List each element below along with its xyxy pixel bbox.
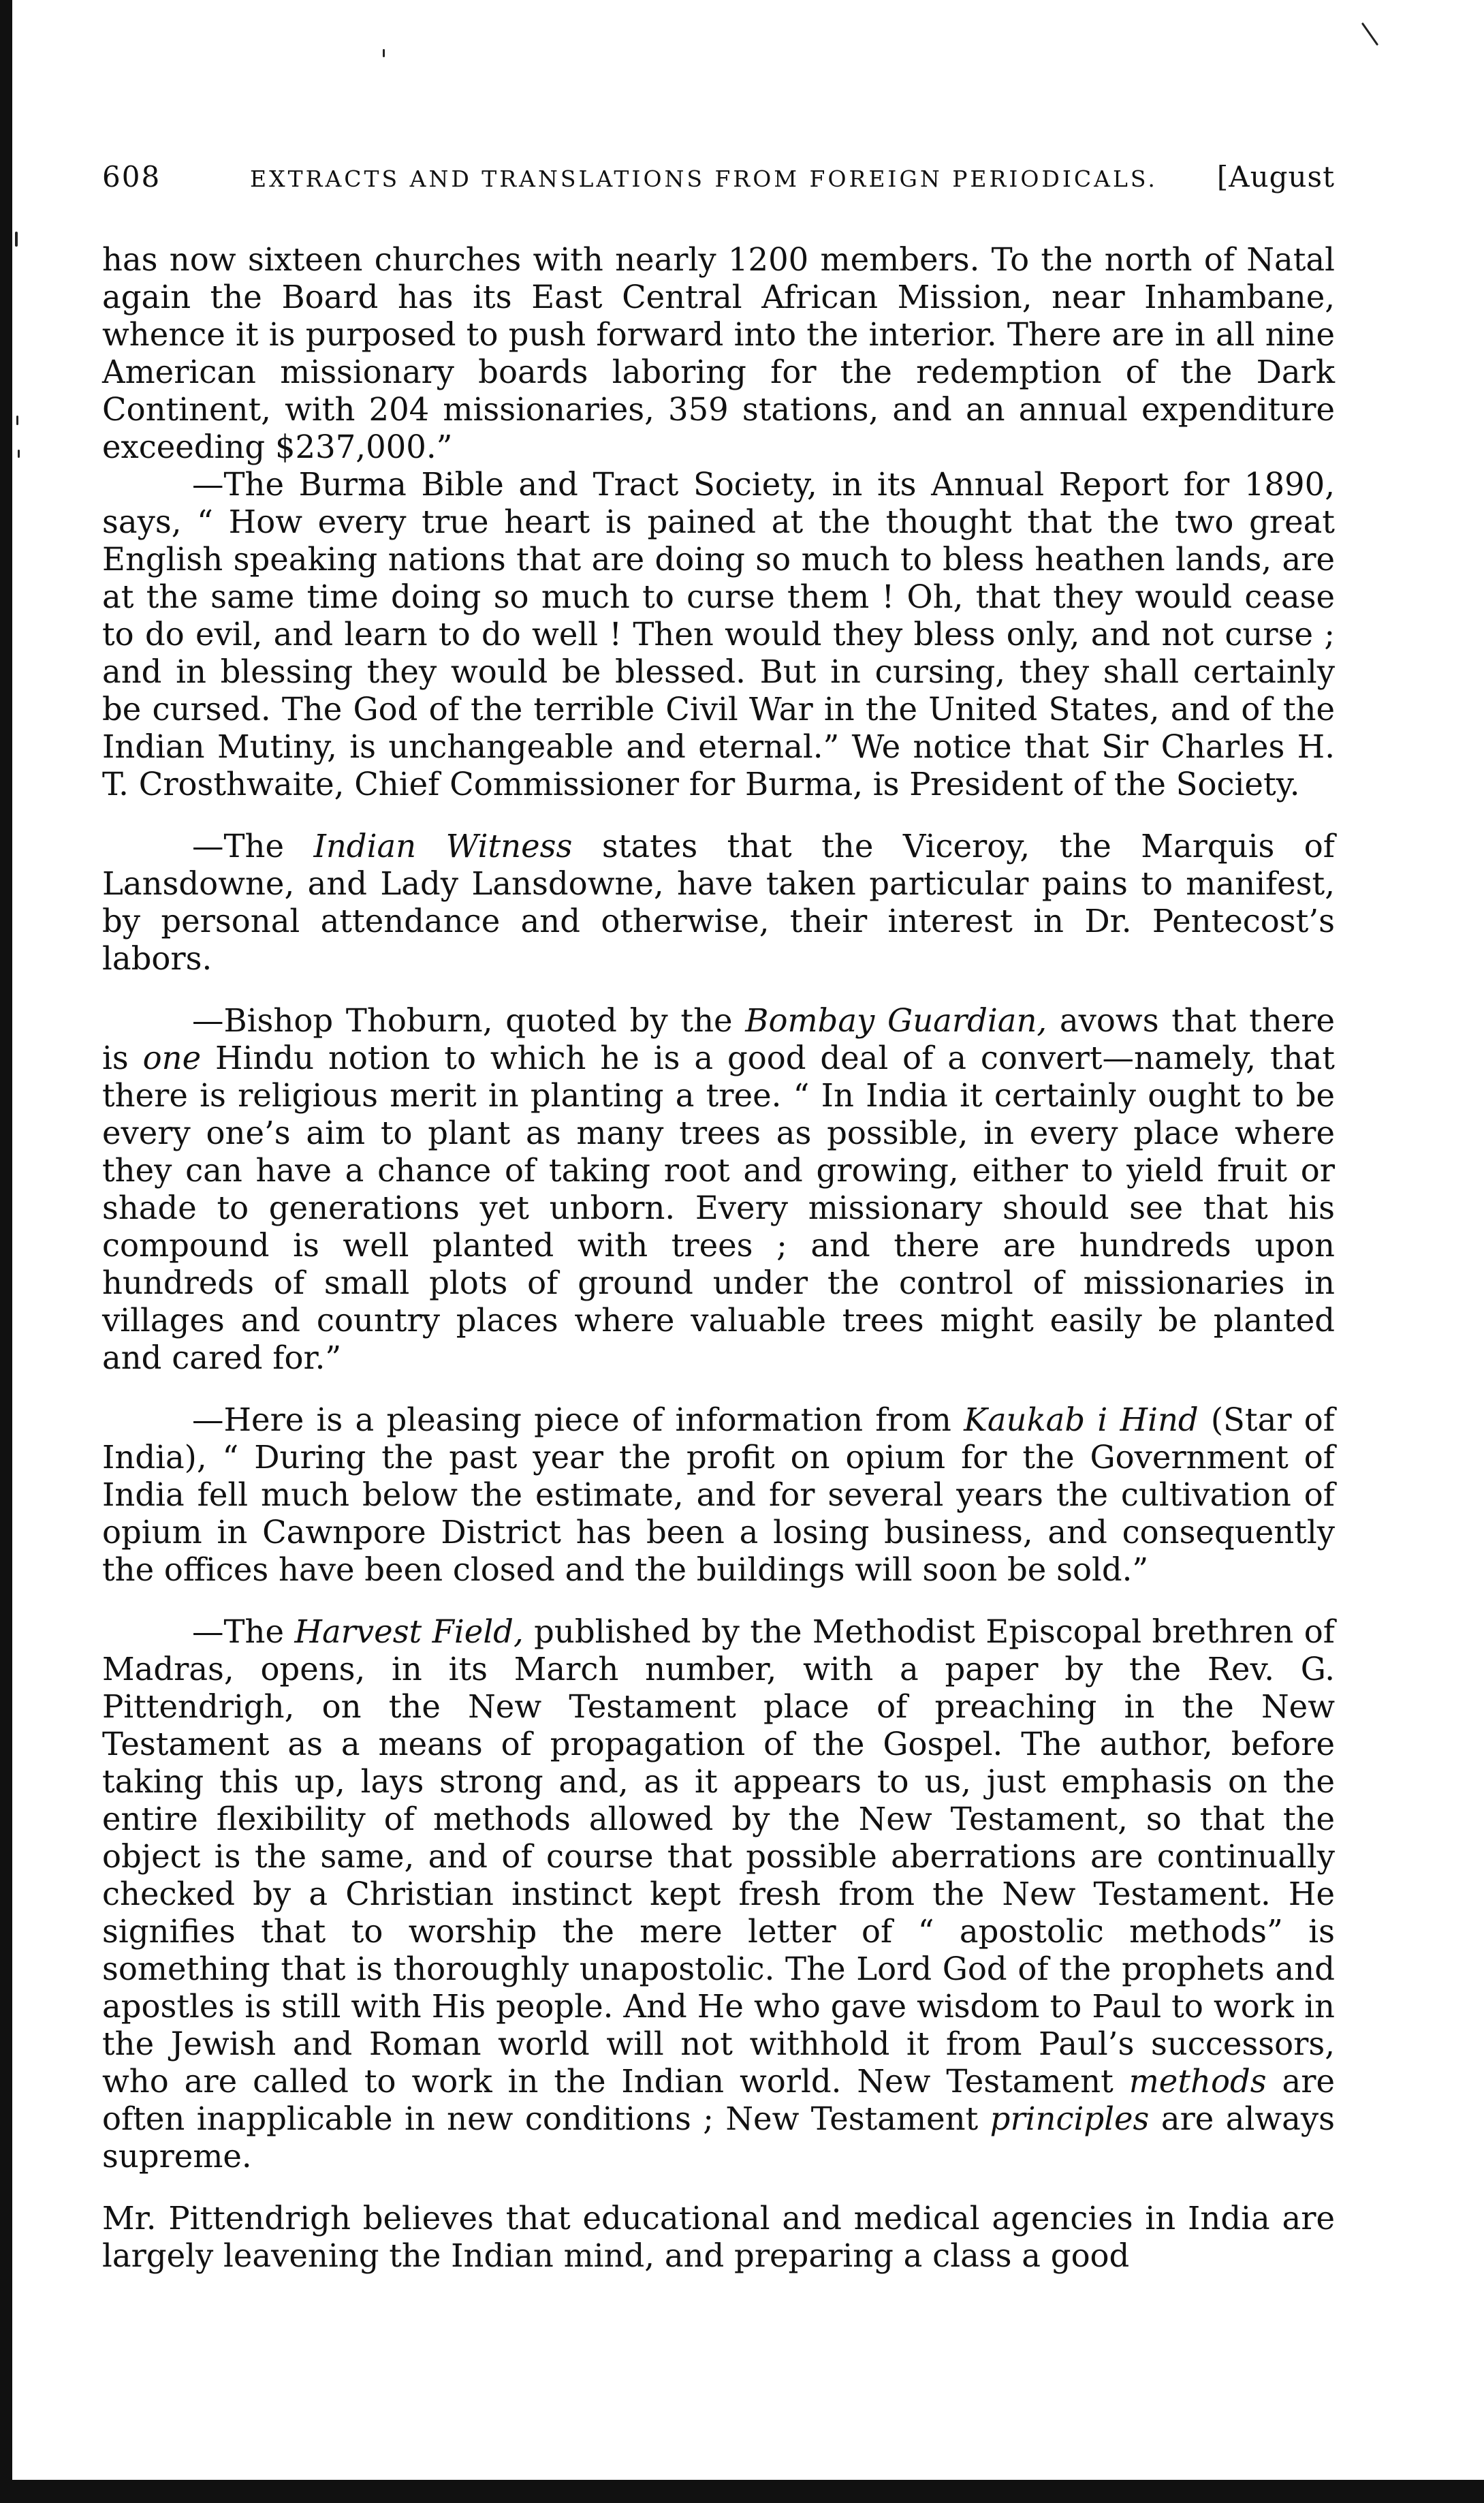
paragraph (102, 466, 1335, 803)
running-head (102, 160, 1335, 193)
text-run: published by the Methodist Episcopal brethren of Madras, opens, in its March number, with a paper by the Rev. G. Pittendrigh, on the New Testament place of preaching in the New Testament as a means of propagation of the Gospel. The author, before taking this up, lays strong and, as it appears to us, just emphasis on the entire flexibility of methods allowed by the New Testament, so that the object is the same, and of course that possible aberrations are continually checked by a Christian instinct kept fresh from the New Testament. He signifies that to worship the mere letter of “ apostolic methods” is something that is thoroughly unapostolic. The Lord God of the prophets and apostles is still with His people. And He who gave wisdom to Paul to work in the Jewish and Roman world will not withhold it from Paul’s successors, who are called to work in the Indian world. New Testament (102, 1613, 1336, 2100)
text-run: —The (192, 1613, 295, 1650)
journal-page (102, 160, 1335, 2299)
scan-left-border (0, 0, 12, 2503)
paragraph (102, 2200, 1335, 2275)
scan-bottom-border (0, 2480, 1484, 2503)
text-run: —The (192, 828, 314, 865)
paragraph (102, 1613, 1335, 2175)
text-run: avows that there is (102, 1002, 1335, 1076)
text-run: Mr. Pittendrigh believes that educational and medical agencies in India are largely leavening the Indian mind, and preparing a class a good (102, 2200, 1335, 2274)
article-body (102, 241, 1335, 2275)
text-run: Hindu notion to which he is a good deal of a convert—namely, that there is religious merit in planting a tree. “ In India it certainly ought to be every one’s aim to plant as many trees as possible, in every place where they can have a chance of taking root and growing, either to yield fruit or shade to generations yet unborn. Every missionary should see that his compound is well planted with trees ; and there are hundreds upon hundreds of small plots of ground under the control of missionaries in villages and country places where valuable trees might easily be planted and cared for.” (102, 1040, 1335, 1376)
paragraph (102, 828, 1335, 978)
page-number: 608 (102, 160, 161, 193)
italic-text: Bombay Guardian, (745, 1002, 1047, 1039)
italic-text: Kaukab i Hind (964, 1401, 1199, 1438)
text-run: —Bishop Thoburn, quoted by the (192, 1002, 746, 1039)
text-run: are always supreme. (102, 2100, 1335, 2175)
italic-text: one (142, 1040, 202, 1076)
italic-text: Indian Witness (313, 828, 573, 865)
text-run: states that the Viceroy, the Marquis of Lansdowne, and Lady Lansdowne, have taken particular pains to manifest, by personal attendance and otherwise, their interest in Dr. Pentecost’s labors. (102, 828, 1336, 977)
paragraph (102, 241, 1335, 466)
paragraph (102, 1002, 1335, 1377)
running-month: [August (1216, 160, 1335, 193)
text-run: (Star of India), “ During the past year the profit on opium for the Government of India fell much below the estimate, and for several years the cultivation of opium in Cawnpore District has been a losing business, and consequently the offices have been closed and the buildings will soon be sold.” (102, 1401, 1336, 1588)
text-run: —The Burma Bible and Tract Society, in its Annual Report for 1890, says, “ How every true heart is pained at the thought that the two great English speaking nations that are doing so much to bless heathen lands, are at the same time doing so much to curse them ! Oh, that they would cease to do evil, and learn to do well ! Then would they bless only, and not curse ; and in blessing they would be blessed. But in cursing, they shall certainly be cursed. The God of the terrible Civil War in the United States, and of the Indian Mutiny, is unchangeable and eternal.” We notice that Sir Charles H. T. Crosthwaite, Chief Commissioner for Burma, is President of the Society. (102, 466, 1335, 803)
italic-text: methods (1128, 2063, 1267, 2100)
paragraph (102, 1401, 1335, 1589)
running-title: EXTRACTS AND TRANSLATIONS FROM FOREIGN PERIODICALS. (250, 166, 1158, 192)
italic-text: principles (990, 2100, 1150, 2137)
text-run: —Here is a pleasing piece of information from (192, 1401, 964, 1438)
text-run: has now sixteen churches with nearly 1200 members. To the north of Natal again the Board has its East Central African Mission, near Inhambane, whence it is purposed to push forward into the interior. There are in all nine American missionary boards laboring for the redemption of the Dark Continent, with 204 missionaries, 359 stations, and an annual expenditure exceeding $237,000.” (102, 241, 1335, 465)
italic-text: Harvest Field, (294, 1613, 524, 1650)
text-run: are often inapplicable in new conditions ; New Testament (102, 2063, 1335, 2137)
